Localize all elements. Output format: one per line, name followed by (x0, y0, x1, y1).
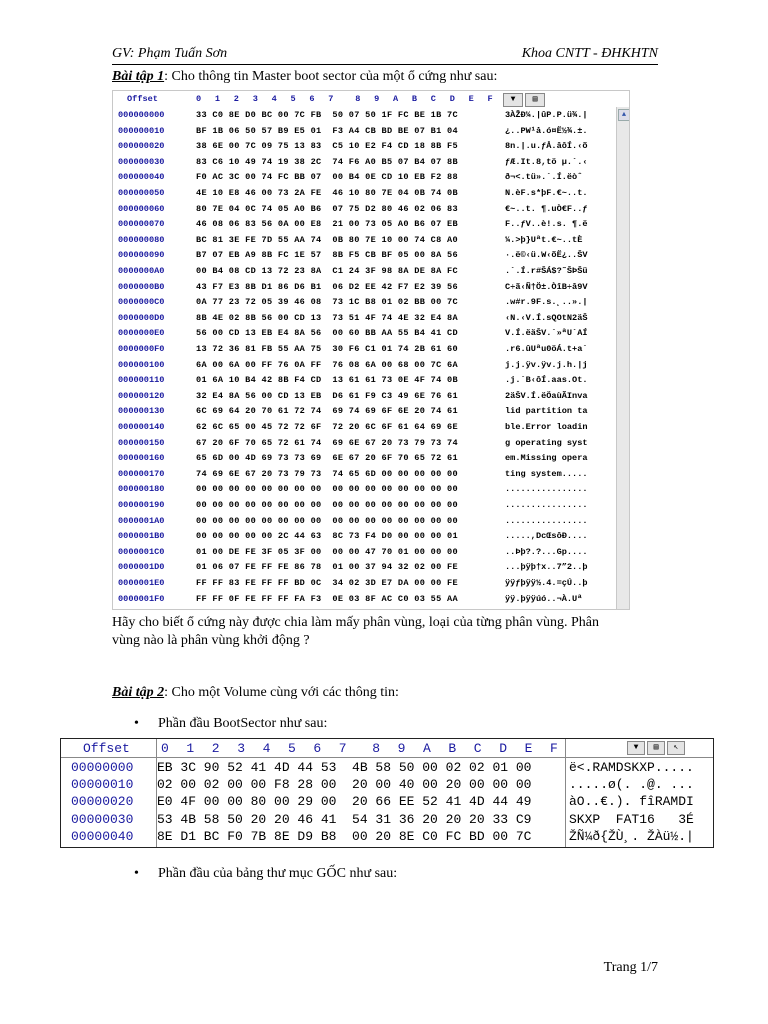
hex-row (113, 201, 629, 217)
row-offset: 0000000B0 (118, 281, 165, 292)
row-offset: 000000060 (118, 203, 165, 214)
column-header: 6 (309, 94, 315, 104)
column-header: 2 (233, 94, 239, 104)
row-offset: 0000000E0 (118, 328, 165, 339)
row-ascii[interactable]: ..Þþ?.?...Gp.... (505, 546, 588, 557)
row-ascii[interactable]: ble.Error loadin (505, 422, 588, 432)
hex-row (113, 107, 629, 123)
column-header: 7 (328, 94, 334, 104)
hex-row (113, 528, 629, 544)
hex-row (113, 216, 629, 232)
column-header: 8 (372, 741, 380, 756)
row-bytes[interactable]: 80 7E 04 0C 74 05 A0 B6 07 75 D2 80 46 02 06 83 (196, 203, 458, 214)
page-number: Trang 1/7 (603, 960, 658, 975)
hex-row (113, 591, 629, 607)
row-bytes[interactable]: 00 00 00 00 00 00 00 00 00 00 00 00 00 00 00 00 (196, 500, 458, 510)
hex-row (113, 185, 629, 201)
row-bytes[interactable]: BF 1B 06 50 57 B9 E5 01 F3 A4 CB BD BE 07 B1 04 (196, 125, 458, 136)
row-bytes[interactable]: 62 6C 65 00 45 72 72 6F 72 20 6C 6F 61 64 69 6E (196, 422, 458, 432)
question-1-line-1: Hãy cho biết ổ cứng này được chia làm mấy phân vùng, loại của từng phân vùng. Phân (112, 615, 599, 630)
row-offset: 00000000 (71, 760, 134, 775)
row-bytes[interactable]: 4E 10 E8 46 00 73 2A FE 46 10 80 7E 04 0B 74 0B (196, 188, 458, 198)
hex-row (61, 759, 713, 777)
row-bytes[interactable]: 0A 77 23 72 05 39 46 08 73 1C B8 01 02 BB 00 7C (196, 297, 458, 308)
row-offset: 000000130 (118, 406, 165, 417)
hex-row (113, 310, 629, 326)
row-ascii[interactable]: 8n.|.u.ƒÅ.âôÍ.‹õ (505, 141, 588, 152)
scroll-up-arrow-icon[interactable]: ▲ (618, 109, 630, 121)
hex-row (113, 341, 629, 357)
row-bytes[interactable]: 74 69 6E 67 20 73 79 73 74 65 6D 00 00 00 00 00 (196, 468, 458, 479)
row-offset: 000000010 (118, 125, 165, 136)
column-header: E (524, 741, 533, 756)
row-ascii[interactable]: ÿÿ.þÿÿúó..¬À.Uª (505, 593, 583, 604)
bullet-root-directory: • Phần đầu của bảng thư mục GỐC như sau: (158, 866, 397, 882)
hex-row (113, 357, 629, 373)
hex-row (113, 466, 629, 482)
row-bytes[interactable]: 8E D1 BC F0 7B 8E D9 B8 00 20 8E C0 FC BD 00 7C (157, 828, 532, 844)
row-offset: 0000001A0 (118, 515, 165, 526)
column-header: E (468, 94, 474, 104)
page-header (112, 44, 658, 65)
row-ascii[interactable]: ë<.RAMDSKXP..... (569, 760, 694, 775)
row-ascii[interactable]: ‹N.‹V.Í.sQOtN2äŠ (505, 312, 588, 323)
row-offset: 000000160 (118, 453, 165, 464)
column-header: 8 (355, 94, 361, 104)
row-bytes[interactable]: 01 00 DE FE 3F 05 3F 00 00 00 47 70 01 00 00 00 (196, 546, 458, 557)
hex-dump-header (113, 91, 629, 107)
column-header: 5 (290, 94, 296, 104)
offset-header: Offset (127, 94, 158, 104)
hex-row (113, 279, 629, 295)
column-header: 4 (262, 741, 271, 756)
exercise-2-title: Bài tập 2 (112, 685, 165, 700)
column-header: 6 (313, 741, 322, 756)
row-bytes[interactable]: EB 3C 90 52 41 4D 44 53 4B 58 50 00 02 02 01 00 (157, 760, 532, 775)
hex-dump-bootsector (60, 738, 714, 848)
row-offset: 000000050 (118, 188, 165, 198)
column-header: C (473, 741, 482, 756)
hex-row (113, 247, 629, 263)
row-bytes[interactable]: 38 6E 00 7C 09 75 13 83 C5 10 E2 F4 CD 18 8B F5 (196, 141, 458, 152)
exercise-1-heading (112, 68, 497, 86)
hex-row (113, 435, 629, 451)
row-offset: 000000090 (118, 250, 165, 261)
row-bytes[interactable]: 43 F7 E3 8B D1 86 D6 B1 06 D2 EE 42 F7 E2 39 56 (196, 281, 458, 292)
row-offset: 0000001F0 (118, 593, 165, 604)
row-offset: 0000000D0 (118, 312, 165, 323)
hex-row (61, 776, 713, 794)
row-ascii[interactable]: V.Í.ëäŠV.`»ªU´AÍ (505, 328, 588, 339)
exercise-2-heading (112, 684, 399, 702)
row-ascii[interactable]: .j.´B‹ôÍ.aas.Ot. (505, 375, 588, 386)
row-bytes[interactable]: 83 C6 10 49 74 19 38 2C 74 F6 A0 B5 07 B4 07 8B (196, 156, 458, 167)
row-bytes[interactable]: 33 C0 8E D0 BC 00 7C FB 50 07 50 1F FC BE 1B 7C (196, 110, 458, 120)
header-department: Khoa CNTT - ĐHKHTN (521, 46, 658, 61)
row-offset: 000000120 (118, 390, 165, 401)
row-ascii[interactable]: ................ (505, 500, 588, 510)
row-ascii[interactable]: .....,DcŒsôÐ.... (505, 531, 588, 542)
hex-row (113, 575, 629, 591)
hex-dump-2-header (61, 739, 713, 757)
question-1-line-2: vùng nào là phân vùng khởi động ? (112, 633, 310, 648)
row-offset: 00000040 (71, 828, 134, 844)
hex-row (113, 403, 629, 419)
hex-row (113, 481, 629, 497)
column-header: C (430, 94, 436, 104)
row-offset: 000000040 (118, 172, 165, 183)
exercise-1-title: Bài tập 1 (112, 69, 165, 84)
row-offset: 000000000 (118, 110, 165, 120)
hex-row (61, 828, 713, 846)
row-bytes[interactable]: FF FF 0F FE FF FF FA F3 0E 03 8F AC C0 03 55 AA (196, 593, 458, 604)
row-ascii[interactable]: ŽÑ¼ð{ŽÙ¸. ŽÀü½.| (569, 828, 694, 844)
row-bytes[interactable]: 46 08 06 83 56 0A 00 E8 21 00 73 05 A0 B6 07 EB (196, 219, 458, 230)
hex-row (113, 294, 629, 310)
column-header: F (487, 94, 493, 104)
row-ascii[interactable]: 3ÀŽÐ¼.|ûP.P.ü¾.| (505, 110, 588, 120)
exercise-1-text: : Cho thông tin Master boot sector của một ổ cứng như sau: (164, 69, 498, 84)
row-offset: 000000140 (118, 422, 165, 432)
hex-row (113, 232, 629, 248)
question-1 (112, 614, 599, 650)
hex-row (113, 419, 629, 435)
row-bytes[interactable]: 65 6D 00 4D 69 73 73 69 6E 67 20 6F 70 65 72 61 (196, 453, 458, 464)
row-ascii[interactable]: ÿÿƒþÿÿ½.4.=çÚ..þ (505, 578, 588, 588)
row-offset: 000000070 (118, 219, 165, 230)
row-bytes[interactable]: 02 00 02 00 00 F8 28 00 20 00 40 00 20 00 00 00 (157, 777, 532, 793)
row-offset: 0000001E0 (118, 578, 165, 588)
column-header: 1 (214, 94, 221, 104)
row-ascii[interactable]: ting system..... (505, 468, 588, 479)
row-bytes[interactable]: 13 72 36 81 FB 55 AA 75 30 F6 C1 01 74 2B 61 60 (196, 344, 458, 354)
column-header: 1 (186, 741, 195, 756)
column-header: 0 (196, 94, 202, 104)
row-bytes[interactable]: 00 00 00 00 00 00 00 00 00 00 00 00 00 00 00 00 (196, 484, 458, 495)
row-ascii[interactable]: 2äŠV.Í.ëÖaùÃInva (505, 390, 588, 401)
column-header: A (423, 741, 431, 756)
row-ascii[interactable]: ¼.>þ}Uªt.€~..tÈ (505, 234, 588, 245)
row-ascii[interactable]: ƒÆ.It.8,tö µ.´.‹ (505, 156, 588, 167)
hex-row (113, 372, 629, 388)
row-offset: 0000001D0 (118, 562, 165, 573)
row-ascii[interactable]: ...þÿþ†x..7”2..þ (505, 562, 588, 573)
column-header: 7 (338, 741, 347, 756)
row-offset: 00000010 (71, 777, 134, 793)
row-ascii[interactable]: N.èF.s*þF.€~..t. (505, 188, 588, 198)
row-bytes[interactable]: BC 81 3E FE 7D 55 AA 74 0B 80 7E 10 00 74 C8 A0 (196, 234, 458, 245)
bullet-bootsector: • Phần đầu BootSector như sau: (158, 716, 327, 732)
row-bytes[interactable]: 56 00 CD 13 EB E4 8A 56 00 60 BB AA 55 B4 41 CD (196, 328, 458, 339)
row-ascii[interactable]: g operating syst (505, 437, 588, 448)
column-header: A (393, 94, 399, 104)
row-offset: 000000020 (118, 141, 165, 152)
row-offset: 000000170 (118, 468, 165, 479)
hex-row (113, 263, 629, 279)
header-divider (61, 757, 713, 758)
row-offset: 0000001C0 (118, 546, 165, 557)
column-header: 3 (237, 741, 245, 756)
row-bytes[interactable]: 00 00 00 00 00 2C 44 63 8C 73 F4 D0 00 00 00 01 (196, 531, 458, 542)
row-ascii[interactable]: .w#r.9F.s.¸..».| (505, 297, 588, 308)
row-offset: 000000080 (118, 234, 165, 245)
offset-header-2: Offset (83, 741, 130, 756)
row-bytes[interactable]: 67 20 6F 70 65 72 61 74 69 6E 67 20 73 79 73 74 (196, 437, 458, 448)
row-bytes[interactable]: 6C 69 64 20 70 61 72 74 69 74 69 6F 6E 20 74 61 (196, 406, 458, 417)
row-ascii[interactable]: SKXP FAT16 3É (569, 811, 694, 827)
column-header: 4 (271, 94, 277, 104)
row-ascii[interactable]: ................ (505, 515, 588, 526)
hex-row (113, 450, 629, 466)
row-ascii[interactable]: ¿..PW¹å.ó¤Ë½¾.±. (505, 125, 588, 136)
row-offset: 000000190 (118, 500, 165, 510)
row-offset: 0000000A0 (118, 266, 165, 276)
row-bytes[interactable]: 53 4B 58 50 20 20 46 41 54 31 36 20 20 20 33 C9 (157, 811, 532, 827)
column-header: D (499, 741, 507, 756)
row-ascii[interactable]: àO..€.). fîRAMDI (569, 794, 694, 810)
column-header: B (411, 94, 418, 104)
header-teacher: GV: Phạm Tuấn Sơn (112, 46, 228, 61)
row-bytes[interactable]: F0 AC 3C 00 74 FC BB 07 00 B4 0E CD 10 EB F2 88 (196, 172, 458, 183)
hex-row (113, 513, 629, 529)
hex-row (113, 154, 629, 170)
column-header: 9 (374, 94, 380, 104)
row-offset: 0000000F0 (118, 344, 165, 354)
row-ascii[interactable]: C÷ã‹Ñ†Ö±.ÒîB÷â9V (505, 281, 588, 292)
row-ascii[interactable]: j.j.ÿv.ÿv.j.h.|j (505, 359, 588, 370)
row-bytes[interactable]: 00 B4 08 CD 13 72 23 8A C1 24 3F 98 8A DE 8A FC (196, 266, 458, 276)
row-offset: 0000001B0 (118, 531, 165, 542)
toolbar-button-icon[interactable]: ▤ (647, 741, 665, 755)
hex-row (113, 325, 629, 341)
toolbar-pointer-icon[interactable]: ↖ (667, 741, 685, 755)
row-bytes[interactable]: 8B 4E 02 8B 56 00 CD 13 73 51 4F 74 4E 32 E4 8A (196, 312, 458, 323)
row-ascii[interactable]: lid partition ta (505, 406, 588, 417)
row-ascii[interactable]: ................ (505, 484, 588, 495)
column-header: 3 (252, 94, 258, 104)
row-offset: 000000030 (118, 156, 165, 167)
row-ascii[interactable]: .r6.ûUªu0öÁ.t+a` (505, 344, 588, 354)
column-header: D (449, 94, 455, 104)
dropdown-arrow-icon[interactable]: ▼ (627, 741, 645, 755)
toolbar-button-icon[interactable]: ▤ (525, 93, 545, 107)
row-offset: 000000180 (118, 484, 165, 495)
row-ascii[interactable]: .´.Í.r#ŠÁ$?˜ŠÞŠü (505, 266, 588, 276)
row-ascii[interactable]: ·.ë©‹ü.W‹õË¿..ŠV (505, 250, 588, 261)
row-bytes[interactable]: 32 E4 8A 56 00 CD 13 EB D6 61 F9 C3 49 6E 76 61 (196, 390, 458, 401)
vertical-scrollbar[interactable] (616, 107, 629, 609)
hex-row (113, 388, 629, 404)
row-offset: 000000150 (118, 437, 165, 448)
row-bytes[interactable]: E0 4F 00 00 80 00 29 00 20 66 EE 52 41 4D 44 49 (157, 794, 532, 810)
row-bytes[interactable]: 00 00 00 00 00 00 00 00 00 00 00 00 00 00 00 00 (196, 515, 458, 526)
column-header: 9 (397, 741, 406, 756)
row-offset: 0000000C0 (118, 297, 165, 308)
column-header: F (550, 741, 558, 756)
row-bytes[interactable]: 01 6A 10 B4 42 8B F4 CD 13 61 61 73 0E 4F 74 0B (196, 375, 458, 386)
hex-row (113, 559, 629, 575)
row-ascii[interactable]: €~..t. ¶.uÒ€F..ƒ (505, 203, 588, 214)
hex-row (61, 793, 713, 811)
hex-row (113, 497, 629, 513)
column-header: B (448, 741, 457, 756)
hex-row (61, 811, 713, 829)
hex-row (113, 169, 629, 185)
row-ascii[interactable]: em.Missing opera (505, 453, 588, 464)
row-ascii[interactable]: .....ø(. .@. ... (569, 777, 694, 793)
row-ascii[interactable]: ð¬<.tü».´.Í.ëòˆ (505, 172, 583, 183)
hex-row (113, 123, 629, 139)
row-bytes[interactable]: 01 06 07 FE FF FE 86 78 01 00 37 94 32 02 00 FE (196, 562, 458, 573)
row-bytes[interactable]: FF FF 83 FE FF FF BD 0C 34 02 3D E7 DA 00 00 FE (196, 578, 458, 588)
row-offset: 00000020 (71, 794, 134, 810)
column-header: 0 (161, 741, 169, 756)
column-header: 5 (288, 741, 296, 756)
row-bytes[interactable]: B7 07 EB A9 8B FC 1E 57 8B F5 CB BF 05 00 8A 56 (196, 250, 458, 261)
hex-row (113, 138, 629, 154)
hex-row (113, 544, 629, 560)
row-bytes[interactable]: 6A 00 6A 00 FF 76 0A FF 76 08 6A 00 68 00 7C 6A (196, 359, 458, 370)
row-offset: 000000100 (118, 359, 165, 370)
column-header: 2 (211, 741, 220, 756)
hex-dump-mbr (112, 90, 630, 610)
exercise-2-text: : Cho một Volume cùng với các thông tin: (164, 685, 399, 700)
row-offset: 000000110 (118, 375, 165, 386)
row-offset: 00000030 (71, 811, 134, 827)
row-ascii[interactable]: F..ƒV..è!.s. ¶.ë (505, 219, 588, 230)
dropdown-arrow-icon[interactable]: ▼ (503, 93, 523, 107)
